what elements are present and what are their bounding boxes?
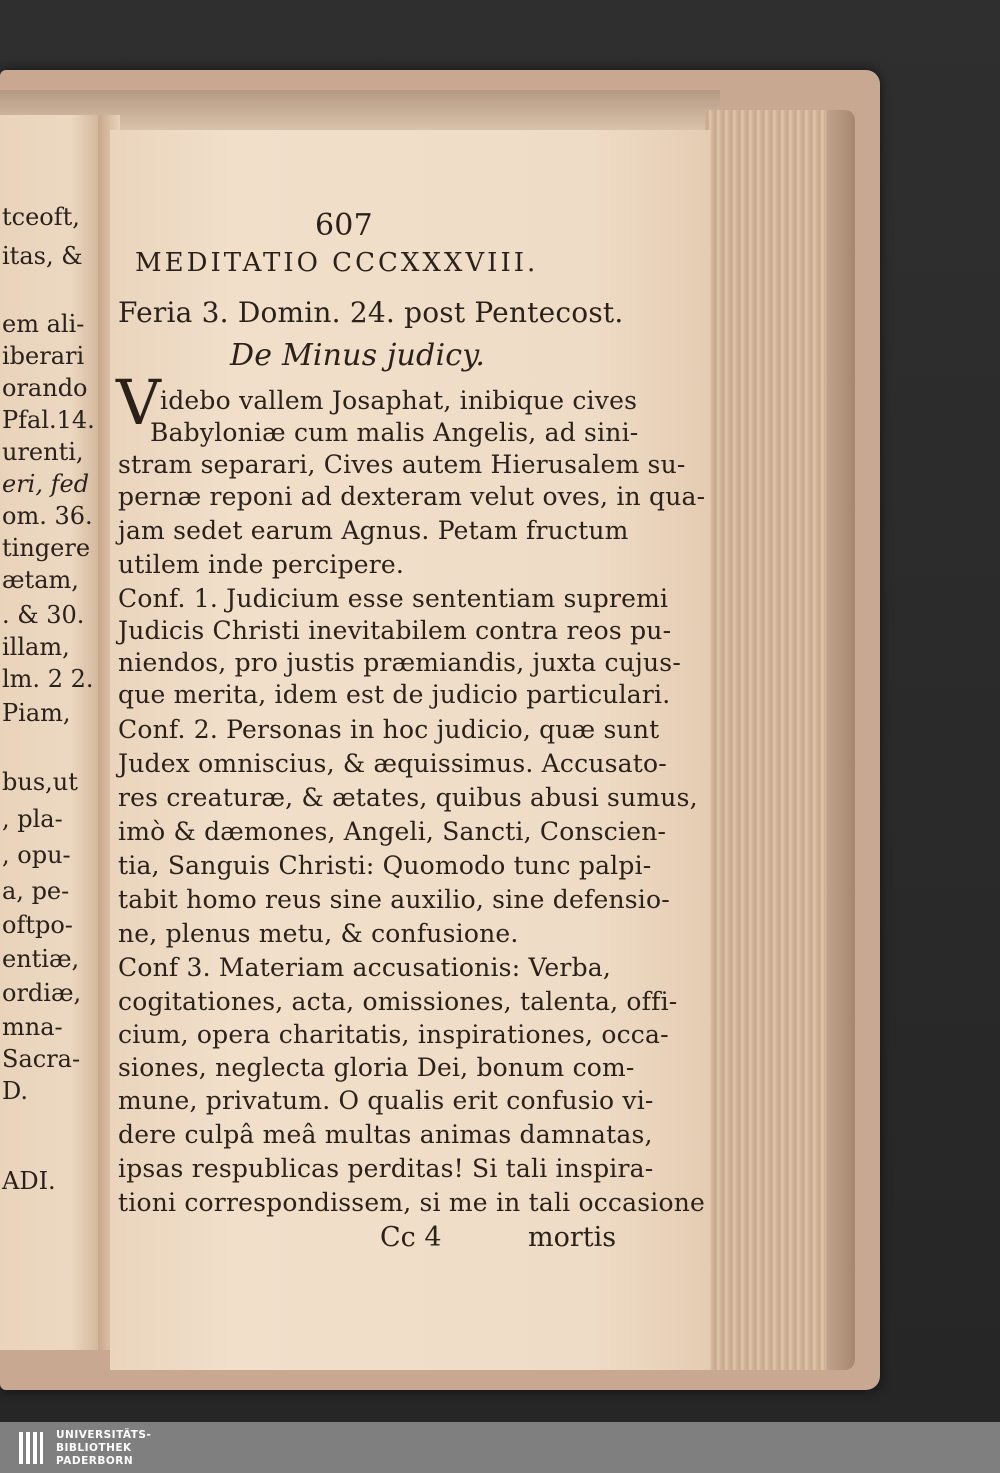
left-page-line: Piam,: [2, 699, 71, 727]
left-page-line: orando: [2, 374, 88, 402]
left-page-line: mna-: [2, 1013, 63, 1041]
left-page-line: . & 30.: [2, 601, 85, 629]
text-line: cium, opera charitatis, inspirationes, occa-: [118, 1020, 669, 1049]
text-line: res creaturæ, & ætates, quibus abusi sumus,: [118, 783, 698, 812]
left-page-line: itas, &: [2, 242, 83, 270]
text-line: imò & dæmones, Angeli, Sancti, Conscien-: [118, 817, 667, 846]
left-page-line: illam,: [2, 633, 70, 661]
left-page-line: a, pe-: [2, 877, 70, 905]
left-page-line: oftpo-: [2, 911, 73, 939]
signature-mark: Cc 4: [380, 1222, 442, 1253]
library-logo-icon: [18, 1428, 44, 1468]
left-page-line: , pla-: [2, 805, 63, 833]
text-line: ne, plenus metu, & confusione.: [118, 919, 519, 948]
text-line: tia, Sanguis Christi: Quomodo tunc palpi-: [118, 851, 652, 880]
left-page-line: D.: [2, 1077, 29, 1105]
left-page-line: ADI.: [2, 1167, 56, 1195]
text-line: Judicis Christi inevitabilem contra reos pu-: [118, 616, 672, 645]
text-line: que merita, idem est de judicio particulari.: [118, 680, 671, 709]
text-line: Conf. 1. Judicium esse sententiam supremi: [118, 584, 669, 613]
text-line: idebo vallem Josaphat, inibique cives: [160, 386, 638, 415]
text-line: tioni correspondissem, si me in tali occasione: [118, 1188, 706, 1217]
logo-text-line: UNIVERSITÄTS-: [56, 1429, 152, 1441]
meditation-subheading: Feria 3. Domin. 24. post Pentecost.: [118, 296, 624, 329]
logo-text-line: PADERBORN: [56, 1455, 134, 1467]
page-edges: [705, 110, 855, 1370]
left-page-line: Pfal.14.: [2, 406, 95, 434]
text-line: Conf 3. Materiam accusationis: Verba,: [118, 953, 612, 982]
left-page-line: lm. 2 2.: [2, 665, 94, 693]
meditation-title: De Minus judicy.: [230, 338, 486, 373]
left-page-line: bus,ut: [2, 768, 78, 796]
left-page-line: entiæ,: [2, 945, 80, 973]
left-page-line: , opu-: [2, 841, 71, 869]
text-line: stram separari, Cives autem Hierusalem su-: [118, 450, 686, 479]
left-page-line: urenti,: [2, 438, 84, 466]
left-page-line: eri, fed: [2, 470, 90, 498]
text-line: Babyloniæ cum malis Angelis, ad sini-: [150, 418, 639, 447]
text-line: siones, neglecta gloria Dei, bonum com-: [118, 1053, 635, 1082]
left-page-line: tceoft,: [2, 203, 80, 231]
page-number: 607: [315, 208, 373, 243]
left-page-line: Sacra-: [2, 1045, 81, 1073]
text-line: mune, privatum. O qualis erit confusio vi-: [118, 1086, 654, 1115]
text-line: dere culpâ meâ multas animas damnatas,: [118, 1120, 653, 1149]
text-line: tabit homo reus sine auxilio, sine defensio-: [118, 885, 670, 914]
text-line: utilem inde percipere.: [118, 550, 405, 579]
text-line: ipsas respublicas perditas! Si tali inspira-: [118, 1154, 654, 1183]
left-page-line: tingere: [2, 534, 91, 562]
left-page-line: iberari: [2, 342, 85, 370]
left-page-line: om. 36.: [2, 502, 93, 530]
drop-cap: V: [116, 366, 161, 439]
catchword: mortis: [528, 1222, 617, 1253]
text-line: cogitationes, acta, omissiones, talenta, offi-: [118, 987, 678, 1016]
logo-text-line: BIBLIOTHEK: [56, 1442, 132, 1454]
left-page-line: em ali-: [2, 310, 85, 338]
text-line: Conf. 2. Personas in hoc judicio, quæ sunt: [118, 715, 660, 744]
text-line: pernæ reponi ad dexteram velut oves, in qua-: [118, 482, 706, 511]
text-line: jam sedet earum Agnus. Petam fructum: [118, 516, 629, 545]
text-line: Judex omniscius, & æquissimus. Accusato-: [118, 749, 667, 778]
left-page: [0, 115, 100, 1350]
left-page-line: ordiæ,: [2, 979, 82, 1007]
meditation-heading: MEDITATIO CCCXXXVIII.: [135, 248, 539, 278]
left-page-line: ætam,: [2, 566, 79, 594]
text-line: niendos, pro justis præmiandis, juxta cujus-: [118, 648, 681, 677]
